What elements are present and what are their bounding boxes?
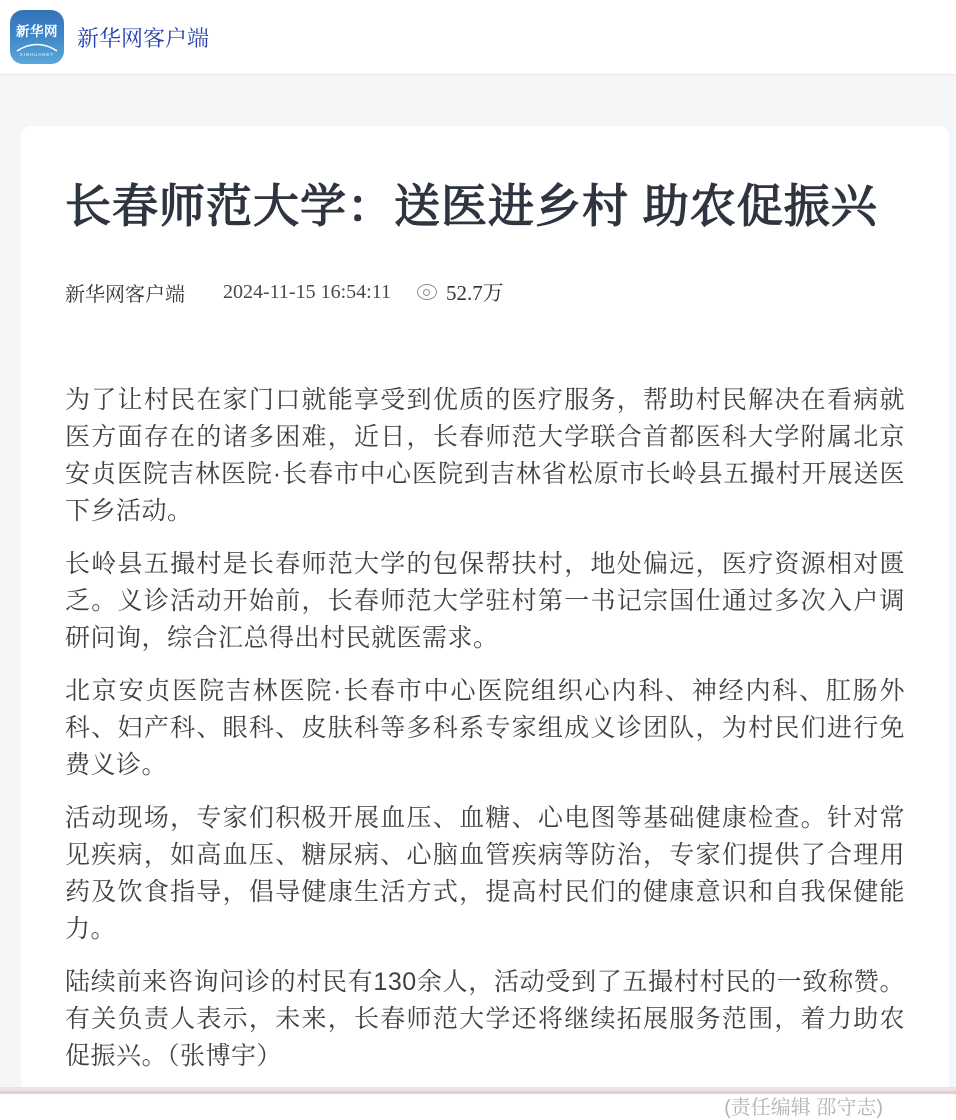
article-body [65,382,905,1075]
xinhuanet-app-logo[interactable] [10,10,64,64]
publish-time: 2024-11-15 16:54:11 [223,280,391,303]
article-paragraph: 活动现场，专家们积极开展血压、血糖、心电图等基础健康检查。针对常见疾病，如高血压、糖尿病、心脑血管疾病等防治，专家们提供了合理用药及饮食指导，倡导健康生活方式，提高村民们的健康意识和自我保健能力。 [65,804,905,943]
article-meta [65,277,905,307]
article-paragraph: 北京安贞医院吉林医院·长春市中心医院组织心内科、神经内科、肛肠外科、妇产科、眼科、皮肤科等多科系专家组成义诊团队，为村民们进行免费义诊。 [65,677,905,779]
article-paragraph: 为了让村民在家门口就能享受到优质的医疗服务，帮助村民解决在看病就医方面存在的诸多困难，近日，长春师范大学联合首都医科大学附属北京安贞医院吉林医院·长春市中心医院到吉林省松原市长岭县五撮村开展送医下乡活动。 [65,386,905,525]
logo-wave-icon [15,43,59,52]
article-paragraph: 长岭县五撮村是长春师范大学的包保帮扶村，地处偏远，医疗资源相对匮乏。义诊活动开始前，长春师范大学驻村第一书记宗国仕通过多次入户调研问询，综合汇总得出村民就医需求。 [65,550,905,652]
logo-en-text: XINHUANET [19,52,55,58]
view-count-value: 52.7万 [445,281,504,305]
view-count [417,277,504,307]
view-count-eye-icon [417,284,437,300]
app-header [0,0,956,75]
page-background [0,75,956,1119]
editor-note: (责任编辑 邵守志) [724,1097,883,1119]
article-card [21,126,949,1119]
article-source: 新华网客户端 [65,283,185,306]
article-paragraph: 陆续前来咨询问诊的村民有130余人，活动受到了五撮村村民的一致称赞。有关负责人表示，未来，长春师范大学还将继续拓展服务范围，着力助农促振兴。（张博宇） [65,968,905,1070]
article-title: 长春师范大学：送医进乡村 助农促振兴 [65,180,878,232]
app-name-link[interactable]: 新华网客户端 [77,25,210,51]
logo-cn-text: 新华网 [16,24,58,39]
